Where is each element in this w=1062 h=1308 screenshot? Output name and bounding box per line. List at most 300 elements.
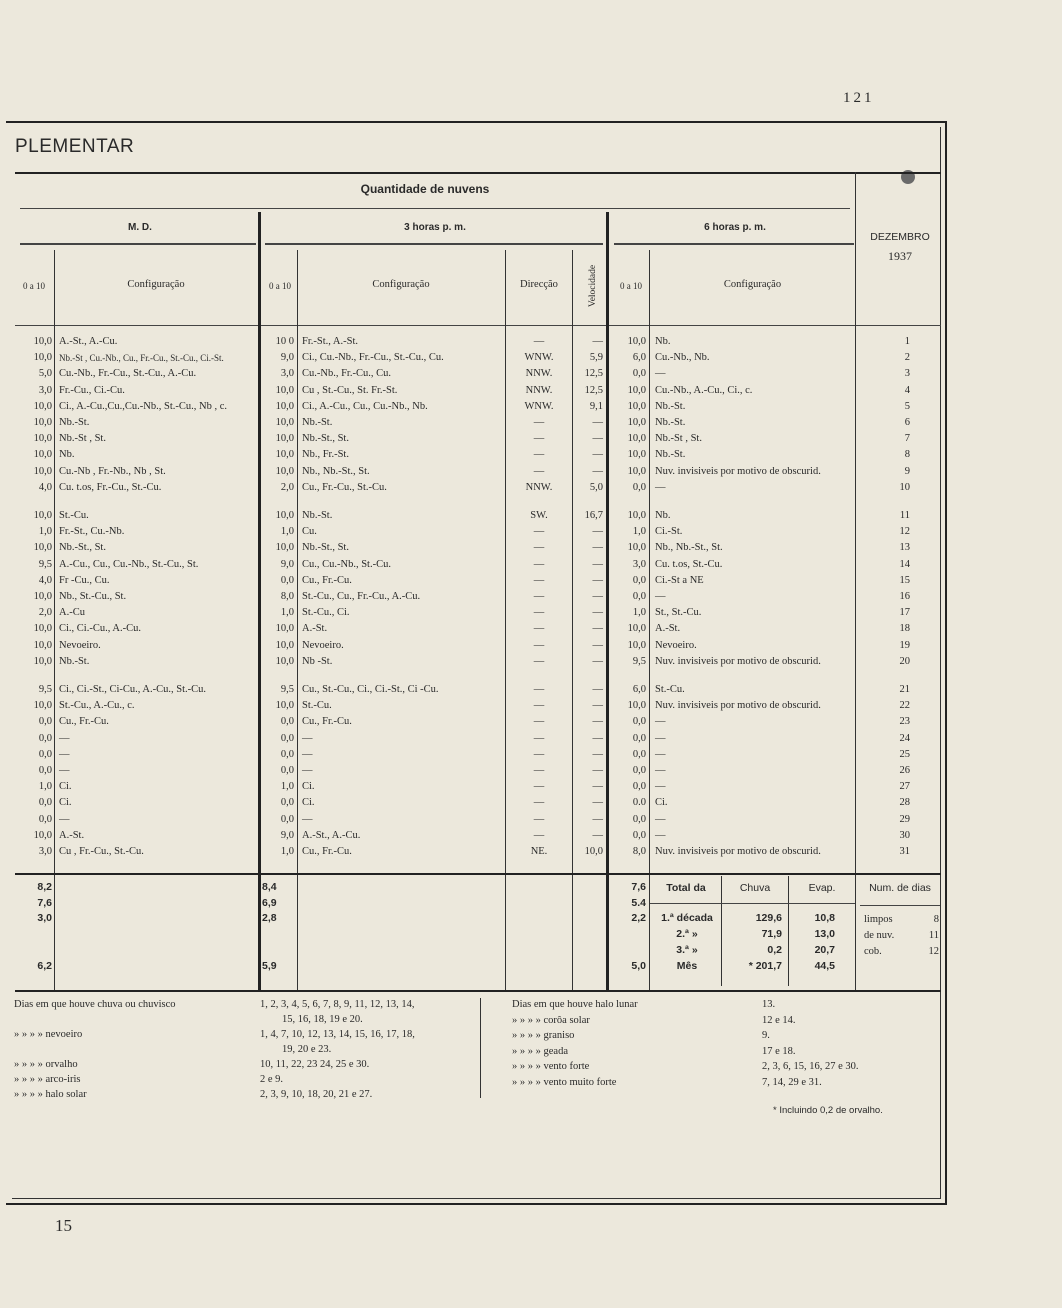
md-amount: 10,0 <box>33 510 52 521</box>
rain-value: 71,9 <box>761 928 782 940</box>
six-amount: 1,0 <box>632 607 646 619</box>
three-amount: 1,0 <box>280 781 294 793</box>
month-name: DEZEMBRO <box>870 231 930 243</box>
three-amount: 10 0 <box>275 336 294 347</box>
num-days-value: 8 <box>933 914 939 925</box>
md-config: Fr.-St., Cu.-Nb. <box>59 526 125 538</box>
md-config: St.-Cu., A.-Cu., c. <box>59 700 135 712</box>
three-config: St.-Cu. <box>302 700 332 712</box>
md-amount: 10,0 <box>33 465 52 477</box>
three-velocity: — <box>592 449 603 461</box>
legend-right-days: 12 e 14. <box>762 1014 796 1026</box>
three-amount: 10,0 <box>275 384 294 396</box>
six-config: — <box>655 813 666 825</box>
three-velocity: 5,0 <box>589 481 603 493</box>
three-direction: — <box>533 829 545 841</box>
md-config: Cu , Fr.-Cu., St.-Cu. <box>59 846 144 857</box>
hdr-scale-three: 0 a 10 <box>269 281 291 291</box>
decade-label: 2.ª » <box>676 928 698 940</box>
six-config: A.-St. <box>655 623 681 635</box>
six-config: Nuv. invisiveis por motivo de obscurid. <box>655 846 821 857</box>
six-config: St., St.-Cu. <box>655 607 702 619</box>
three-direction: NNW. <box>525 368 553 380</box>
day-number: 11 <box>899 510 910 521</box>
md-config: Ci., Ci.-St., Ci-Cu., A.-Cu., St.-Cu. <box>59 684 207 695</box>
six-amount: 0,0 <box>632 829 646 841</box>
six-amount: 0,0 <box>632 574 646 586</box>
legend-left-days: 2 e 9. <box>260 1074 284 1085</box>
hdr-scale-md: 0 a 10 <box>23 281 45 291</box>
legend-right-days: 17 e 18. <box>762 1045 796 1057</box>
day-number: 1 <box>904 336 910 347</box>
total-label: Total da <box>666 882 706 894</box>
three-amount: 0,0 <box>280 732 294 744</box>
day-number: 22 <box>899 700 910 712</box>
three-config: Nb., Fr.-St. <box>302 449 349 461</box>
md-amount: 0,0 <box>38 813 52 825</box>
decade-label: 1.ª década <box>661 912 713 924</box>
three-config: Ci., A.-Cu., Cu., Cu.-Nb., Nb. <box>302 400 428 412</box>
md-config: Cu.-Nb , Fr.-Nb., Nb , St. <box>59 465 166 477</box>
md-config: Ci. <box>59 797 72 809</box>
six-average: 5,0 <box>631 960 646 972</box>
day-number: 2 <box>904 352 910 364</box>
page-heading: PLEMENTAR <box>15 136 135 157</box>
hdr-config-three: Configuração <box>372 279 430 290</box>
legend-right-days: 9. <box>762 1030 770 1041</box>
three-amount: 10,0 <box>275 510 294 521</box>
md-average: 7,6 <box>37 897 52 909</box>
rain-label: Chuva <box>739 882 771 894</box>
legend-left-days: 10, 11, 22, 23 24, 25 e 30. <box>260 1059 370 1070</box>
three-velocity: — <box>592 829 603 841</box>
day-number: 12 <box>899 526 910 538</box>
three-direction: — <box>533 607 545 619</box>
three-velocity: — <box>592 336 603 347</box>
col-line <box>54 250 55 992</box>
num-days-label: Num. de dias <box>869 882 931 894</box>
six-amount: 0.0 <box>632 797 646 809</box>
decade-label: 3.ª » <box>676 944 698 956</box>
day-number: 4 <box>904 384 910 396</box>
num-days-type: limpos <box>864 914 893 925</box>
md-config: — <box>59 813 70 825</box>
day-number: 18 <box>899 623 910 635</box>
three-direction: — <box>533 716 545 728</box>
three-velocity: — <box>592 813 603 825</box>
three-amount: 0,0 <box>280 748 294 760</box>
md-amount: 10,0 <box>33 829 52 841</box>
num-days-brace <box>860 905 940 906</box>
brace-three <box>265 243 603 245</box>
six-config: Nb., Nb.-St., St. <box>655 542 723 554</box>
six-amount: 0,0 <box>632 781 646 793</box>
six-amount: 10,0 <box>627 384 646 396</box>
legend-left-days: 1, 2, 3, 4, 5, 6, 7, 8, 9, 11, 12, 13, 14, <box>260 999 415 1010</box>
md-config: Nb. <box>59 449 75 461</box>
day-number: 13 <box>899 542 910 554</box>
three-config: Nb.-St. <box>302 510 333 521</box>
md-config: Nb.-St., St. <box>59 542 106 554</box>
three-direction: — <box>533 558 545 570</box>
three-velocity: — <box>592 765 603 776</box>
three-direction: NNW. <box>525 481 553 493</box>
legend-right-days: 2, 3, 6, 15, 16, 27 e 30. <box>762 1061 859 1072</box>
three-amount: 10,0 <box>275 639 294 651</box>
legend-right-days: 7, 14, 29 e 31. <box>762 1076 822 1088</box>
three-velocity: — <box>592 700 603 712</box>
three-velocity: — <box>592 542 603 554</box>
md-amount: 0,0 <box>38 797 52 809</box>
six-config: Ci.-St. <box>655 526 683 538</box>
three-direction: — <box>533 732 545 744</box>
three-velocity: — <box>592 684 603 695</box>
six-config: — <box>655 716 666 728</box>
six-amount: 10,0 <box>627 417 646 428</box>
three-velocity: — <box>592 591 603 602</box>
md-config: A.-St., A.-Cu. <box>59 336 118 347</box>
six-amount: 0,0 <box>632 368 646 380</box>
six-average: 7,6 <box>631 881 646 893</box>
six-config: — <box>655 368 666 380</box>
three-config: Nevoeiro. <box>302 639 344 651</box>
hdr-config-six: Configuração <box>723 279 782 290</box>
three-direction: — <box>533 542 545 554</box>
three-velocity: 10,0 <box>584 846 603 857</box>
col-line <box>297 250 298 992</box>
md-amount: 4,0 <box>38 574 52 586</box>
six-amount: 0,0 <box>632 765 646 776</box>
six-amount: 10,0 <box>627 510 646 521</box>
md-config: — <box>59 732 70 744</box>
day-number: 6 <box>904 417 910 428</box>
six-config: Nuv. invisiveis por motivo de obscurid. <box>655 655 821 667</box>
md-amount: 10,0 <box>33 449 52 461</box>
md-config: Fr -Cu., Cu. <box>59 574 110 586</box>
three-amount: 10,0 <box>275 465 294 477</box>
three-amount: 3,0 <box>280 368 294 380</box>
three-amount: 10,0 <box>275 417 294 428</box>
three-average: 2,8 <box>262 912 277 924</box>
three-velocity: — <box>592 526 603 538</box>
three-velocity: 16,7 <box>584 510 603 521</box>
three-velocity: — <box>592 558 603 570</box>
day-number: 28 <box>899 797 910 809</box>
three-direction: — <box>533 574 545 586</box>
md-config: Cu. t.os, Fr.-Cu., St.-Cu. <box>59 481 162 493</box>
three-amount: 0,0 <box>280 574 294 586</box>
three-amount: 8,0 <box>280 591 294 602</box>
legend-right-days: 13. <box>762 999 776 1010</box>
group-three: 3 horas p. m. <box>404 222 466 233</box>
legend-left-label: Dias em que houve chuva ou chuvisco <box>14 999 176 1010</box>
three-amount: 0,0 <box>280 765 294 776</box>
md-amount: 10,0 <box>33 700 52 712</box>
three-velocity: — <box>592 748 603 760</box>
six-amount: 6,0 <box>632 352 646 364</box>
md-amount: 0,0 <box>38 716 52 728</box>
three-config: Nb -St. <box>302 655 333 667</box>
six-amount: 3,0 <box>632 558 646 570</box>
three-amount: 0,0 <box>280 716 294 728</box>
three-amount: 1,0 <box>280 846 294 857</box>
group-six: 6 horas p. m. <box>704 222 766 233</box>
md-average: 8,2 <box>37 881 52 893</box>
num-days-type: de nuv. <box>864 930 895 941</box>
three-config: Cu., Fr.-Cu. <box>302 574 352 586</box>
three-amount: 10,0 <box>275 655 294 667</box>
hdr-config-md: Configuração <box>127 279 185 290</box>
header-bottom-rule <box>15 325 941 326</box>
six-config: — <box>655 829 666 841</box>
three-amount: 10,0 <box>275 542 294 554</box>
md-config: A.-St. <box>59 829 85 841</box>
brace-six <box>614 243 854 245</box>
three-config: Ci., Cu.-Nb., Fr.-Cu., St.-Cu., Cu. <box>302 352 444 364</box>
six-config: Nuv. invisiveis por motivo de obscurid. <box>655 465 821 477</box>
evap-value: 13,0 <box>814 928 835 940</box>
six-amount: 10,0 <box>627 465 646 477</box>
legend-left-days: 2, 3, 9, 10, 18, 20, 21 e 27. <box>260 1089 373 1100</box>
three-velocity: — <box>592 433 603 445</box>
day-number: 7 <box>904 433 910 445</box>
three-amount: 0,0 <box>280 797 294 809</box>
three-velocity: — <box>592 417 603 428</box>
three-velocity: 12,5 <box>584 368 603 380</box>
md-amount: 10,0 <box>33 639 52 651</box>
three-amount: 9,5 <box>280 684 294 695</box>
md-amount: 10,0 <box>33 542 52 554</box>
six-config: Cu.-Nb., Nb. <box>655 352 710 364</box>
three-direction: — <box>533 813 545 825</box>
three-direction: — <box>533 765 545 776</box>
six-amount: 0,0 <box>632 813 646 825</box>
day-number: 24 <box>899 732 910 744</box>
three-amount: 1,0 <box>280 607 294 619</box>
six-amount: 10,0 <box>627 623 646 635</box>
col-line <box>855 172 856 992</box>
day-number: 8 <box>904 449 910 461</box>
md-amount: 0,0 <box>38 748 52 760</box>
rain-value: 0,2 <box>767 944 782 956</box>
three-direction: — <box>533 526 545 538</box>
day-number: 5 <box>904 400 910 412</box>
md-amount: 10,0 <box>33 400 52 412</box>
three-config: St.-Cu., Cu., Fr.-Cu., A.-Cu. <box>302 591 421 602</box>
six-config: — <box>655 732 666 744</box>
md-config: St.-Cu. <box>59 510 89 521</box>
md-config: Ci. <box>59 781 72 793</box>
three-config: Ci. <box>302 781 315 793</box>
day-number: 3 <box>904 368 910 380</box>
three-amount: 9,0 <box>280 829 294 841</box>
three-config: Cu.-Nb., Fr.-Cu., Cu. <box>302 368 391 380</box>
six-amount: 1,0 <box>632 526 646 538</box>
three-config: Cu., Cu.-Nb., St.-Cu. <box>302 558 391 570</box>
md-amount: 3,0 <box>38 384 52 396</box>
md-config: A.-Cu., Cu., Cu.-Nb., St.-Cu., St. <box>59 558 199 570</box>
md-config: Nb.-St. <box>59 417 90 428</box>
three-config: Cu., Fr.-Cu. <box>302 716 352 728</box>
three-velocity: — <box>592 797 603 809</box>
md-amount: 10,0 <box>33 655 52 667</box>
md-amount: 0,0 <box>38 732 52 744</box>
footnote: * Incluindo 0,2 de orvalho. <box>773 1105 883 1116</box>
day-number: 26 <box>899 765 910 776</box>
three-direction: — <box>533 591 545 602</box>
three-direction: — <box>533 684 545 695</box>
day-number: 17 <box>899 607 910 619</box>
summary-bottom-rule <box>15 990 941 992</box>
hdr-velocity: Velocidade <box>588 264 598 308</box>
three-direction: — <box>533 465 545 477</box>
hdr-scale-six: 0 a 10 <box>620 281 642 291</box>
num-days-value: 12 <box>928 946 939 957</box>
three-direction: — <box>533 700 545 712</box>
day-number: 23 <box>899 716 910 728</box>
six-amount: 8,0 <box>632 846 646 857</box>
summary-sub-rule <box>650 903 855 904</box>
three-amount: 10,0 <box>275 449 294 461</box>
six-amount: 0,0 <box>632 481 646 493</box>
six-config: Nb.-St. <box>655 417 686 428</box>
md-amount: 10,0 <box>33 591 52 602</box>
month-year: 1937 <box>888 249 912 263</box>
md-config: Cu., Fr.-Cu. <box>59 716 109 728</box>
three-direction: WNW. <box>524 352 554 364</box>
md-amount: 9,5 <box>38 684 52 695</box>
md-amount: 10,0 <box>33 623 52 635</box>
md-amount: 1,0 <box>38 781 52 793</box>
day-number: 19 <box>899 639 910 651</box>
six-config: — <box>655 781 666 793</box>
legend-right-label: » » » » vento muito forte <box>512 1076 617 1088</box>
three-amount: 10,0 <box>275 700 294 712</box>
md-amount: 9,5 <box>38 558 52 570</box>
legend-right-label: » » » » corôa solar <box>512 1014 590 1026</box>
day-number: 15 <box>899 574 910 586</box>
six-amount: 10,0 <box>627 400 646 412</box>
three-direction: — <box>533 433 545 445</box>
three-amount: 10,0 <box>275 623 294 635</box>
three-config: — <box>302 765 313 776</box>
three-direction: — <box>533 417 545 428</box>
day-number: 31 <box>899 846 910 857</box>
page-number: 121 <box>843 90 875 106</box>
three-amount: 10,0 <box>275 433 294 445</box>
three-config: Cu., Fr.-Cu., St.-Cu. <box>302 481 387 493</box>
footer-number: 15 <box>55 1216 72 1235</box>
three-config: Nb.-St., St. <box>302 542 349 554</box>
six-config: Ci.-St a NE <box>655 574 704 586</box>
three-direction: SW. <box>530 510 548 521</box>
three-config: Cu , St.-Cu., St. Fr.-St. <box>302 384 398 396</box>
three-direction: — <box>533 748 545 760</box>
md-config: Fr.-Cu., Ci.-Cu. <box>59 384 125 396</box>
three-config: — <box>302 748 313 760</box>
three-direction: — <box>533 781 545 793</box>
day-number: 30 <box>899 829 910 841</box>
three-velocity: — <box>592 716 603 728</box>
six-config: Nb.-St. <box>655 449 686 461</box>
six-average: 5.4 <box>631 897 646 909</box>
three-direction: — <box>533 449 545 461</box>
six-config: — <box>655 481 666 493</box>
three-amount: 9,0 <box>280 558 294 570</box>
md-config: Nb., St.-Cu., St. <box>59 591 127 602</box>
three-direction: WNW. <box>524 400 554 412</box>
md-amount: 1,0 <box>38 526 52 538</box>
legend-left-label: » » » » arco-iris <box>14 1074 81 1085</box>
six-config: — <box>655 765 666 776</box>
legend-left-label: » » » » halo solar <box>14 1089 87 1100</box>
three-direction: — <box>533 336 545 347</box>
three-config: Ci. <box>302 797 315 809</box>
num-days-type: cob. <box>864 946 882 957</box>
num-days-value: 11 <box>928 930 939 941</box>
rain-value: * 201,7 <box>748 960 782 972</box>
legend-divider <box>480 998 481 1098</box>
hdr-direction: Direcção <box>520 279 558 290</box>
day-number: 25 <box>899 748 910 760</box>
legend-left-label: » » » » nevoeiro <box>14 1029 83 1040</box>
three-config: — <box>302 813 313 825</box>
legend-right-label: Dias em que houve halo lunar <box>512 999 638 1010</box>
six-config: Nb.-St. <box>655 400 686 412</box>
legend-right-label: » » » » geada <box>512 1045 568 1057</box>
six-config: — <box>655 748 666 760</box>
three-amount: 2,0 <box>280 481 294 493</box>
col-line <box>649 250 650 992</box>
evap-label: Evap. <box>808 882 836 894</box>
three-config: St.-Cu., Ci. <box>302 607 350 619</box>
three-velocity: 5,9 <box>589 352 603 364</box>
md-amount: 4,0 <box>38 481 52 493</box>
md-amount: 3,0 <box>38 846 52 857</box>
table-top-rule <box>15 172 941 174</box>
md-config: — <box>59 748 70 760</box>
six-amount: 10,0 <box>627 639 646 651</box>
three-direction: NE. <box>530 846 548 857</box>
md-amount: 5,0 <box>38 368 52 380</box>
md-config: Ci., Ci.-Cu., A.-Cu. <box>59 623 141 635</box>
three-amount: 0,0 <box>280 813 294 825</box>
three-velocity: — <box>592 655 603 667</box>
table-title: Quantidade de nuvens <box>360 182 490 196</box>
col-line <box>505 250 506 992</box>
legend-right-label: » » » » graniso <box>512 1030 575 1041</box>
day-number: 20 <box>899 655 910 667</box>
six-config: Nb. <box>655 336 671 347</box>
day-number: 16 <box>899 591 910 602</box>
six-config: — <box>655 591 666 602</box>
md-config: Nevoeiro. <box>59 639 101 651</box>
md-config: Nb.-St , Cu.-Nb., Cu., Fr.-Cu., St.-Cu., Ci.-St. <box>59 353 224 364</box>
md-config: Nb.-St , St. <box>59 433 106 445</box>
decade-label: Mês <box>676 960 698 972</box>
md-average: 3,0 <box>37 912 52 924</box>
day-number: 21 <box>899 684 910 695</box>
six-config: Nb. <box>655 510 671 521</box>
legend-right-label: » » » » vento forte <box>512 1061 590 1072</box>
six-amount: 0,0 <box>632 732 646 744</box>
three-velocity: — <box>592 639 603 651</box>
three-direction: NNW. <box>525 384 553 396</box>
six-config: Ci. <box>655 797 668 809</box>
day-number: 9 <box>904 465 910 477</box>
three-velocity: — <box>592 781 603 793</box>
three-config: Nb., Nb.-St., St. <box>302 465 370 477</box>
